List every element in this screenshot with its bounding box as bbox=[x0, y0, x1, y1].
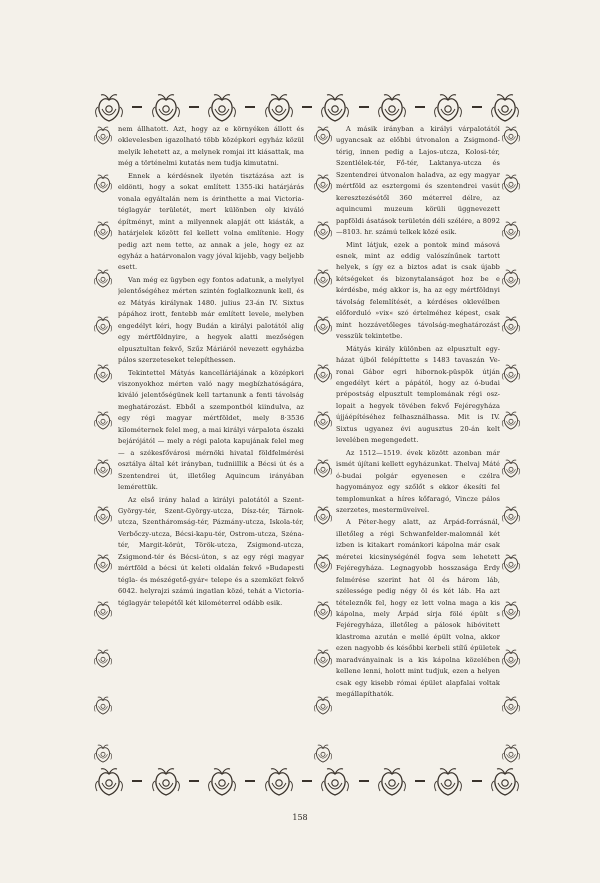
paragraph: nem állhatott. Azt, hogy az e környéken állott és oklevelesben igazolható több középkori egyház közül melyik lehetett az, a melynek romjai itt kiásattak, ma még a történelmi kutatás nem tudja kimutatni. bbox=[118, 125, 304, 168]
ornament-dash bbox=[302, 106, 312, 108]
paragraph: Tekintettel Mátyás kancelláriájának a középkori viszonyokhoz mérten való nagy megbízhatóságára, kiváló jelentőségünek kell tartanunk a fenti távolság meghatározást. Ebből a szempontból kiindulva, az egy régi magyar mértföldet, mely 8·3536 kilométernek felel meg, a mai királyi várpalota északi bejárójától — mely a régi palota kapujának felel meg — a székesfővárosi mérnöki hivatal földfelmérési osztálya által két irányban, tudniillik a Bécsi út és a Szentendrei út, illetőleg Aquincum irányában lemérettük. bbox=[118, 368, 304, 492]
floral-ornament-icon bbox=[312, 742, 334, 764]
floral-ornament-icon bbox=[312, 267, 334, 289]
floral-ornament-icon bbox=[312, 647, 334, 669]
floral-ornament-icon bbox=[92, 314, 114, 336]
left-ornament-border bbox=[92, 124, 114, 764]
top-ornament-border bbox=[92, 90, 522, 124]
floral-ornament-icon bbox=[312, 504, 334, 526]
floral-ornament-icon bbox=[500, 219, 522, 241]
floral-ornament-icon bbox=[149, 765, 183, 797]
floral-ornament-icon bbox=[488, 765, 522, 797]
floral-ornament-icon bbox=[92, 219, 114, 241]
floral-ornament-icon bbox=[92, 457, 114, 479]
floral-ornament-icon bbox=[500, 599, 522, 621]
floral-ornament-icon bbox=[92, 172, 114, 194]
ornament-dash bbox=[132, 106, 142, 108]
ornament-dash bbox=[132, 780, 142, 782]
floral-ornament-icon bbox=[500, 552, 522, 574]
page-number: 158 bbox=[292, 813, 308, 822]
ornament-dash bbox=[415, 780, 425, 782]
paragraph: Van még ez ügyben egy fontos adatunk, a melylyel jelentőségéhez mérten szintén foglalkoznunk kell, és ez Mátyás királynak 1480. julius 23-án IV. Sixtus pápához irott, fentebb már említett levele, melyben engedélyt kéri, hogy Budán a királyi palotától alig egy mértföldnyire, a hegyek alatti mezőségen elpusztultan fekvő, Szűz Máriáról nevezett egyházba pálos szerzeteseket telepíthessen. bbox=[118, 275, 304, 365]
floral-ornament-icon bbox=[262, 91, 296, 123]
floral-ornament-icon bbox=[262, 765, 296, 797]
paragraph: Az első irány halad a királyi palotától a Szent-György-tér, Szent-György-utcza, Dísz-tér, Tárnok-utcza, Szentháromság-tér, Pázmány-utcza, Iskola-tér, Verbőczy-utcza, Bécsi-kapu-tér, Ostrom-utcza, Széna-tér, Margit-körút, Török-utcza, Zsigmond-utcza, Zsigmond-tér és Bécsi-úton, s az egy régi magyar mértföld a bécsi út keleti oldalán fekvő »Budapesti tégla- és mészégető-gyár« telepe és a szemközt fekvő 6042. helyrajzi számú ingatlan közé, tehát a Victoria-téglagyár telepétől két kilométerrel odább esik. bbox=[118, 495, 304, 607]
floral-ornament-icon bbox=[500, 267, 522, 289]
ornament-dash bbox=[472, 780, 482, 782]
floral-ornament-icon bbox=[92, 599, 114, 621]
floral-ornament-icon bbox=[312, 409, 334, 431]
floral-ornament-icon bbox=[500, 314, 522, 336]
ornament-dash bbox=[245, 780, 255, 782]
middle-ornament-border bbox=[312, 124, 334, 764]
floral-ornament-icon bbox=[500, 694, 522, 716]
floral-ornament-icon bbox=[205, 765, 239, 797]
floral-ornament-icon bbox=[92, 409, 114, 431]
floral-ornament-icon bbox=[92, 362, 114, 384]
floral-ornament-icon bbox=[500, 742, 522, 764]
ornament-dash bbox=[359, 106, 369, 108]
ornament-dash bbox=[302, 780, 312, 782]
ornament-dash bbox=[245, 106, 255, 108]
floral-ornament-icon bbox=[312, 552, 334, 574]
floral-ornament-icon bbox=[92, 647, 114, 669]
floral-ornament-icon bbox=[205, 91, 239, 123]
floral-ornament-icon bbox=[92, 91, 126, 123]
floral-ornament-icon bbox=[312, 599, 334, 621]
floral-ornament-icon bbox=[500, 362, 522, 384]
floral-ornament-icon bbox=[431, 91, 465, 123]
ornament-dash bbox=[359, 780, 369, 782]
ornament-dash bbox=[472, 106, 482, 108]
paragraph: Mátyás király különben az elpusztult egyházat újból felépíttette s 1483 tavaszán Veronai Gábor egri hibornok-püspök útján engedélyt kért a pápától, hogy az ó-budai prépostság elpusztult templomának régi oszlopait a hegyek tövében fekvő Fejéregyháza újjáépítéséhez felhasználhassa. Mit is IV. Sixtus ugyanez évi augusztus 20-án kelt levelében megengedett. bbox=[336, 344, 500, 445]
floral-ornament-icon bbox=[500, 409, 522, 431]
floral-ornament-icon bbox=[318, 91, 352, 123]
ornament-dash bbox=[189, 780, 199, 782]
floral-ornament-icon bbox=[92, 552, 114, 574]
floral-ornament-icon bbox=[149, 91, 183, 123]
floral-ornament-icon bbox=[92, 504, 114, 526]
paragraph: Ennek a kérdésnek ilyetén tisztázása azt is eldönti, hogy a sokat említett 1355-iki határjárás vonala egyáltalán nem is érinthette a mai Victoria-téglagyár területét, mert különben oly kiváló építményt, mint a milyennek alapját ott kiásták, a határjelek között fel kellett volna említenie. Hogy pedig azt nem tette, az annak a jele, hogy ez az egyház a határvonalon vagy jóval kijebb, vagy beljebb esett. bbox=[118, 171, 304, 272]
floral-ornament-icon bbox=[488, 91, 522, 123]
right-ornament-border bbox=[500, 124, 522, 764]
paragraph: A Péter-hegy alatt, az Árpád-forrásnál, illetőleg a régi Schwanfelder-malomnál két izben is kitakart románkori kápolna már csak méretei kicsinységénél fogva sem lehetett Fejéregyháza. Legnagyobb hosszasága Érdy felmérése szerint hat öl és három láb, szélessége pedig négy öl és két láb. Ha azt tételeznők fel, hogy ez lett volna maga a kis kápolna, mely Árpád sírja fölé épült s Fejéregyháza, illetőleg a pálosok hibóvitett klastroma azután e mellé épült volna, akkor ezen nagyobb és későbbi kerbeli stílű épületek maradványainak is a kis kápolna közelében kellene lenni, holott mint tudjuk, ezen a helyen csak egy kisebb római épület alapfalai voltak megállapíthatók. bbox=[336, 518, 500, 699]
floral-ornament-icon bbox=[500, 124, 522, 146]
floral-ornament-icon bbox=[375, 91, 409, 123]
floral-ornament-icon bbox=[92, 124, 114, 146]
floral-ornament-icon bbox=[375, 765, 409, 797]
bottom-ornament-border bbox=[92, 764, 522, 798]
paragraph: Az 1512—1519. évek között azonban már ismét újítani kellett egyházunkat. Thelvaj Máté ó-budai polgár egyenesen e czélra hagyományoz egy szőlőt s ekkor ékesíti fel templomunkat a híres kőfaragó, Vincze pálos szerzetes, mestermüveivel. bbox=[336, 448, 500, 514]
floral-ornament-icon bbox=[500, 504, 522, 526]
floral-ornament-icon bbox=[318, 765, 352, 797]
floral-ornament-icon bbox=[312, 124, 334, 146]
floral-ornament-icon bbox=[500, 457, 522, 479]
floral-ornament-icon bbox=[92, 765, 126, 797]
floral-ornament-icon bbox=[92, 742, 114, 764]
left-text-column bbox=[118, 124, 304, 756]
floral-ornament-icon bbox=[312, 219, 334, 241]
floral-ornament-icon bbox=[500, 172, 522, 194]
floral-ornament-icon bbox=[92, 694, 114, 716]
floral-ornament-icon bbox=[312, 694, 334, 716]
floral-ornament-icon bbox=[431, 765, 465, 797]
floral-ornament-icon bbox=[312, 362, 334, 384]
floral-ornament-icon bbox=[312, 314, 334, 336]
right-text-column bbox=[336, 124, 500, 756]
paragraph: Mint látjuk, ezek a pontok mind másová esnek, mint az eddig valószínűnek tartott helyek, s így ez a biztos adat is csak újabb kétségeket és bizonytalanságot hoz be e kérdésbe, még akkor is, ha az egy mértföldnyi távolság felemlítését, a kérdéses oklevélben előforduló »vix« szó értelméhez képest, csak mint hozzávetőleges távolság-meghatározást vesszük tekintetbe. bbox=[336, 240, 500, 341]
floral-ornament-icon bbox=[500, 647, 522, 669]
floral-ornament-icon bbox=[312, 172, 334, 194]
ornament-dash bbox=[415, 106, 425, 108]
floral-ornament-icon bbox=[312, 457, 334, 479]
floral-ornament-icon bbox=[92, 267, 114, 289]
ornament-dash bbox=[189, 106, 199, 108]
paragraph: A másik irányban a királyi várpalotától ugyancsak az előbbi útvonalon a Zsigmond-térig, innen pedig a Lajos-utcza, Kolosi-tér, Szentlélek-tér, Fő-tér, Laktanya-utcza és Szentendrei útvonalon haladva, az egy magyar mértföld az esztergomi és szentendrei vasút keresztezésétől 360 méterrel délre, az aquincumi muzeum körüli üggnevezett papföldi ásatások területén déli szélére, a 8092—8103. hr. számú telkek közé esik. bbox=[336, 125, 500, 237]
